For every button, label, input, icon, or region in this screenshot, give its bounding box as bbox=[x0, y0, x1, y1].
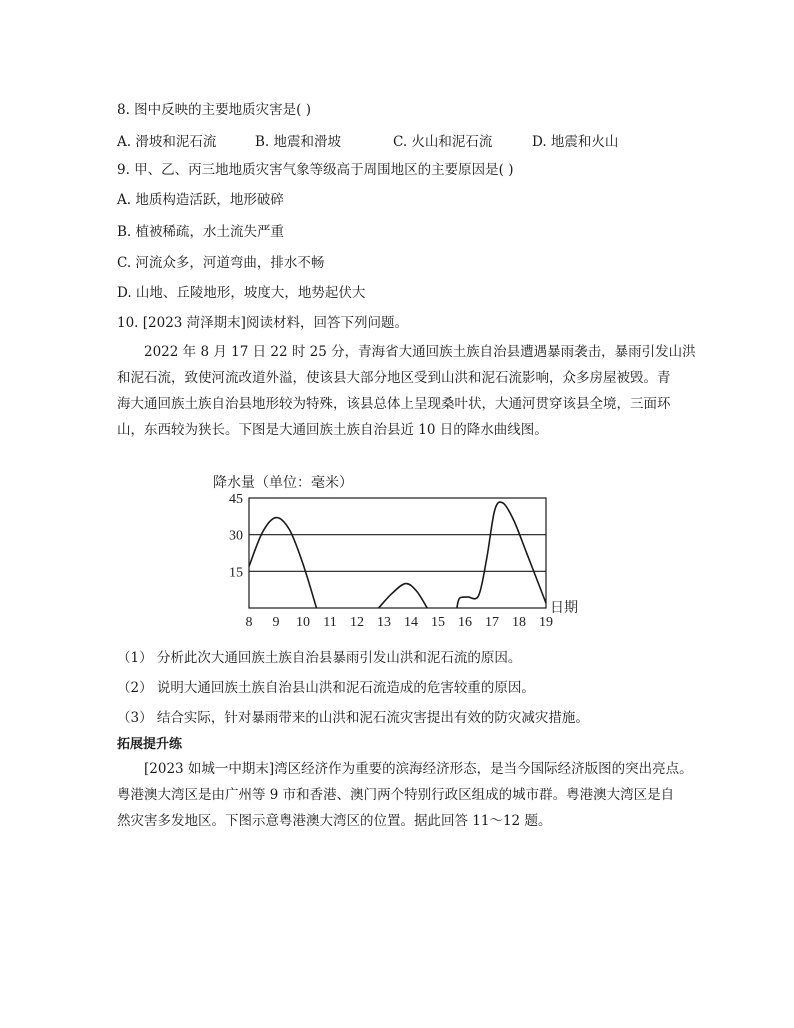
curve-segment-2 bbox=[379, 584, 428, 608]
q10-subquestion-1: （1） 分析此次大通回族土族自治县暴雨引发山洪和泥石流的原因。 bbox=[117, 650, 522, 666]
chart-title: 降水量（单位：毫米） bbox=[213, 475, 353, 491]
x-tick-15: 15 bbox=[431, 615, 445, 630]
q10-material bbox=[117, 339, 696, 443]
chart-grid bbox=[249, 498, 546, 608]
y-tick-labels bbox=[229, 492, 243, 580]
q9-option-c: C. 河流众多，河道弯曲，排水不畅 bbox=[117, 255, 325, 271]
x-tick-16: 16 bbox=[458, 615, 472, 630]
q8-option-a: A. 滑坡和泥石流 bbox=[117, 134, 217, 150]
x-tick-12: 12 bbox=[350, 615, 364, 630]
section-line: 然灾害多发地区。下图示意粤港澳大湾区的位置。据此回答 11～12 题。 bbox=[117, 813, 552, 829]
precipitation-curve bbox=[249, 502, 546, 608]
q9-stem: 9. 甲、乙、丙三地地质灾害气象等级高于周围地区的主要原因是( ) bbox=[117, 162, 514, 178]
q8-option-b: B. 地震和滑坡 bbox=[255, 134, 342, 150]
q8-option-c: C. 火山和泥石流 bbox=[393, 134, 493, 150]
q10-stem: 10. [2023 菏泽期末]阅读材料，回答下列问题。 bbox=[117, 315, 408, 331]
x-tick-9: 9 bbox=[272, 615, 280, 630]
precipitation-chart bbox=[205, 466, 595, 636]
section-material bbox=[117, 756, 693, 834]
material-line: 山，东西较为狭长。下图是大通回族土族自治县近 10 日的降水曲线图。 bbox=[117, 422, 548, 438]
material-line: 和泥石流，致使河流改道外溢，使该县大部分地区受到山洪和泥石流影响，众多房屋被毁。青 bbox=[117, 370, 671, 386]
section-line: [2023 如城一中期末]湾区经济作为重要的滨海经济形态，是当今国际经济版图的突出亮点。 bbox=[144, 761, 693, 777]
material-line: 海大通回族土族自治县地形较为特殊，该县总体上呈现桑叶状，大通河贯穿该县全境，三面环 bbox=[117, 396, 671, 412]
q8-option-d: D. 地震和火山 bbox=[532, 134, 619, 150]
x-tick-10: 10 bbox=[296, 615, 310, 630]
x-tick-17: 17 bbox=[485, 615, 499, 630]
y-tick-30: 30 bbox=[229, 528, 243, 544]
q9-option-d: D. 山地、丘陵地形，坡度大，地势起伏大 bbox=[117, 285, 366, 301]
q8-options bbox=[117, 130, 677, 150]
curve-segment-1 bbox=[249, 518, 317, 608]
x-tick-labels bbox=[246, 615, 554, 630]
x-tick-13: 13 bbox=[377, 615, 391, 630]
section-line: 粤港澳大湾区是由广州等 9 市和香港、澳门两个特别行政区组成的城市群。粤港澳大湾区是自 bbox=[117, 787, 675, 803]
x-axis-label: 日期 bbox=[550, 600, 578, 616]
y-tick-45: 45 bbox=[229, 492, 243, 507]
material-line: 2022 年 8 月 17 日 22 时 25 分，青海省大通回族土族自治县遭遇暴雨袭击，暴雨引发山洪 bbox=[144, 344, 696, 360]
x-tick-11: 11 bbox=[323, 615, 337, 630]
section-heading: 拓展提升练 bbox=[117, 737, 183, 752]
x-tick-8: 8 bbox=[245, 615, 253, 630]
q10-subquestion-2: （2） 说明大通回族土族自治县山洪和泥石流造成的危害较重的原因。 bbox=[117, 680, 535, 696]
y-tick-15: 15 bbox=[229, 565, 243, 581]
plot-frame bbox=[249, 498, 546, 608]
curve-segment-3 bbox=[457, 502, 546, 608]
q8-stem: 8. 图中反映的主要地质灾害是( ) bbox=[117, 102, 311, 118]
x-tick-18: 18 bbox=[512, 615, 526, 630]
q10-subquestion-3: （3） 结合实际，针对暴雨带来的山洪和泥石流灾害提出有效的防灾减灾措施。 bbox=[117, 710, 589, 726]
x-tick-19: 19 bbox=[539, 615, 553, 630]
q9-option-a: A. 地质构造活跃，地形破碎 bbox=[117, 192, 284, 208]
x-tick-14: 14 bbox=[404, 615, 418, 630]
q9-option-b: B. 植被稀疏，水土流失严重 bbox=[117, 224, 285, 240]
